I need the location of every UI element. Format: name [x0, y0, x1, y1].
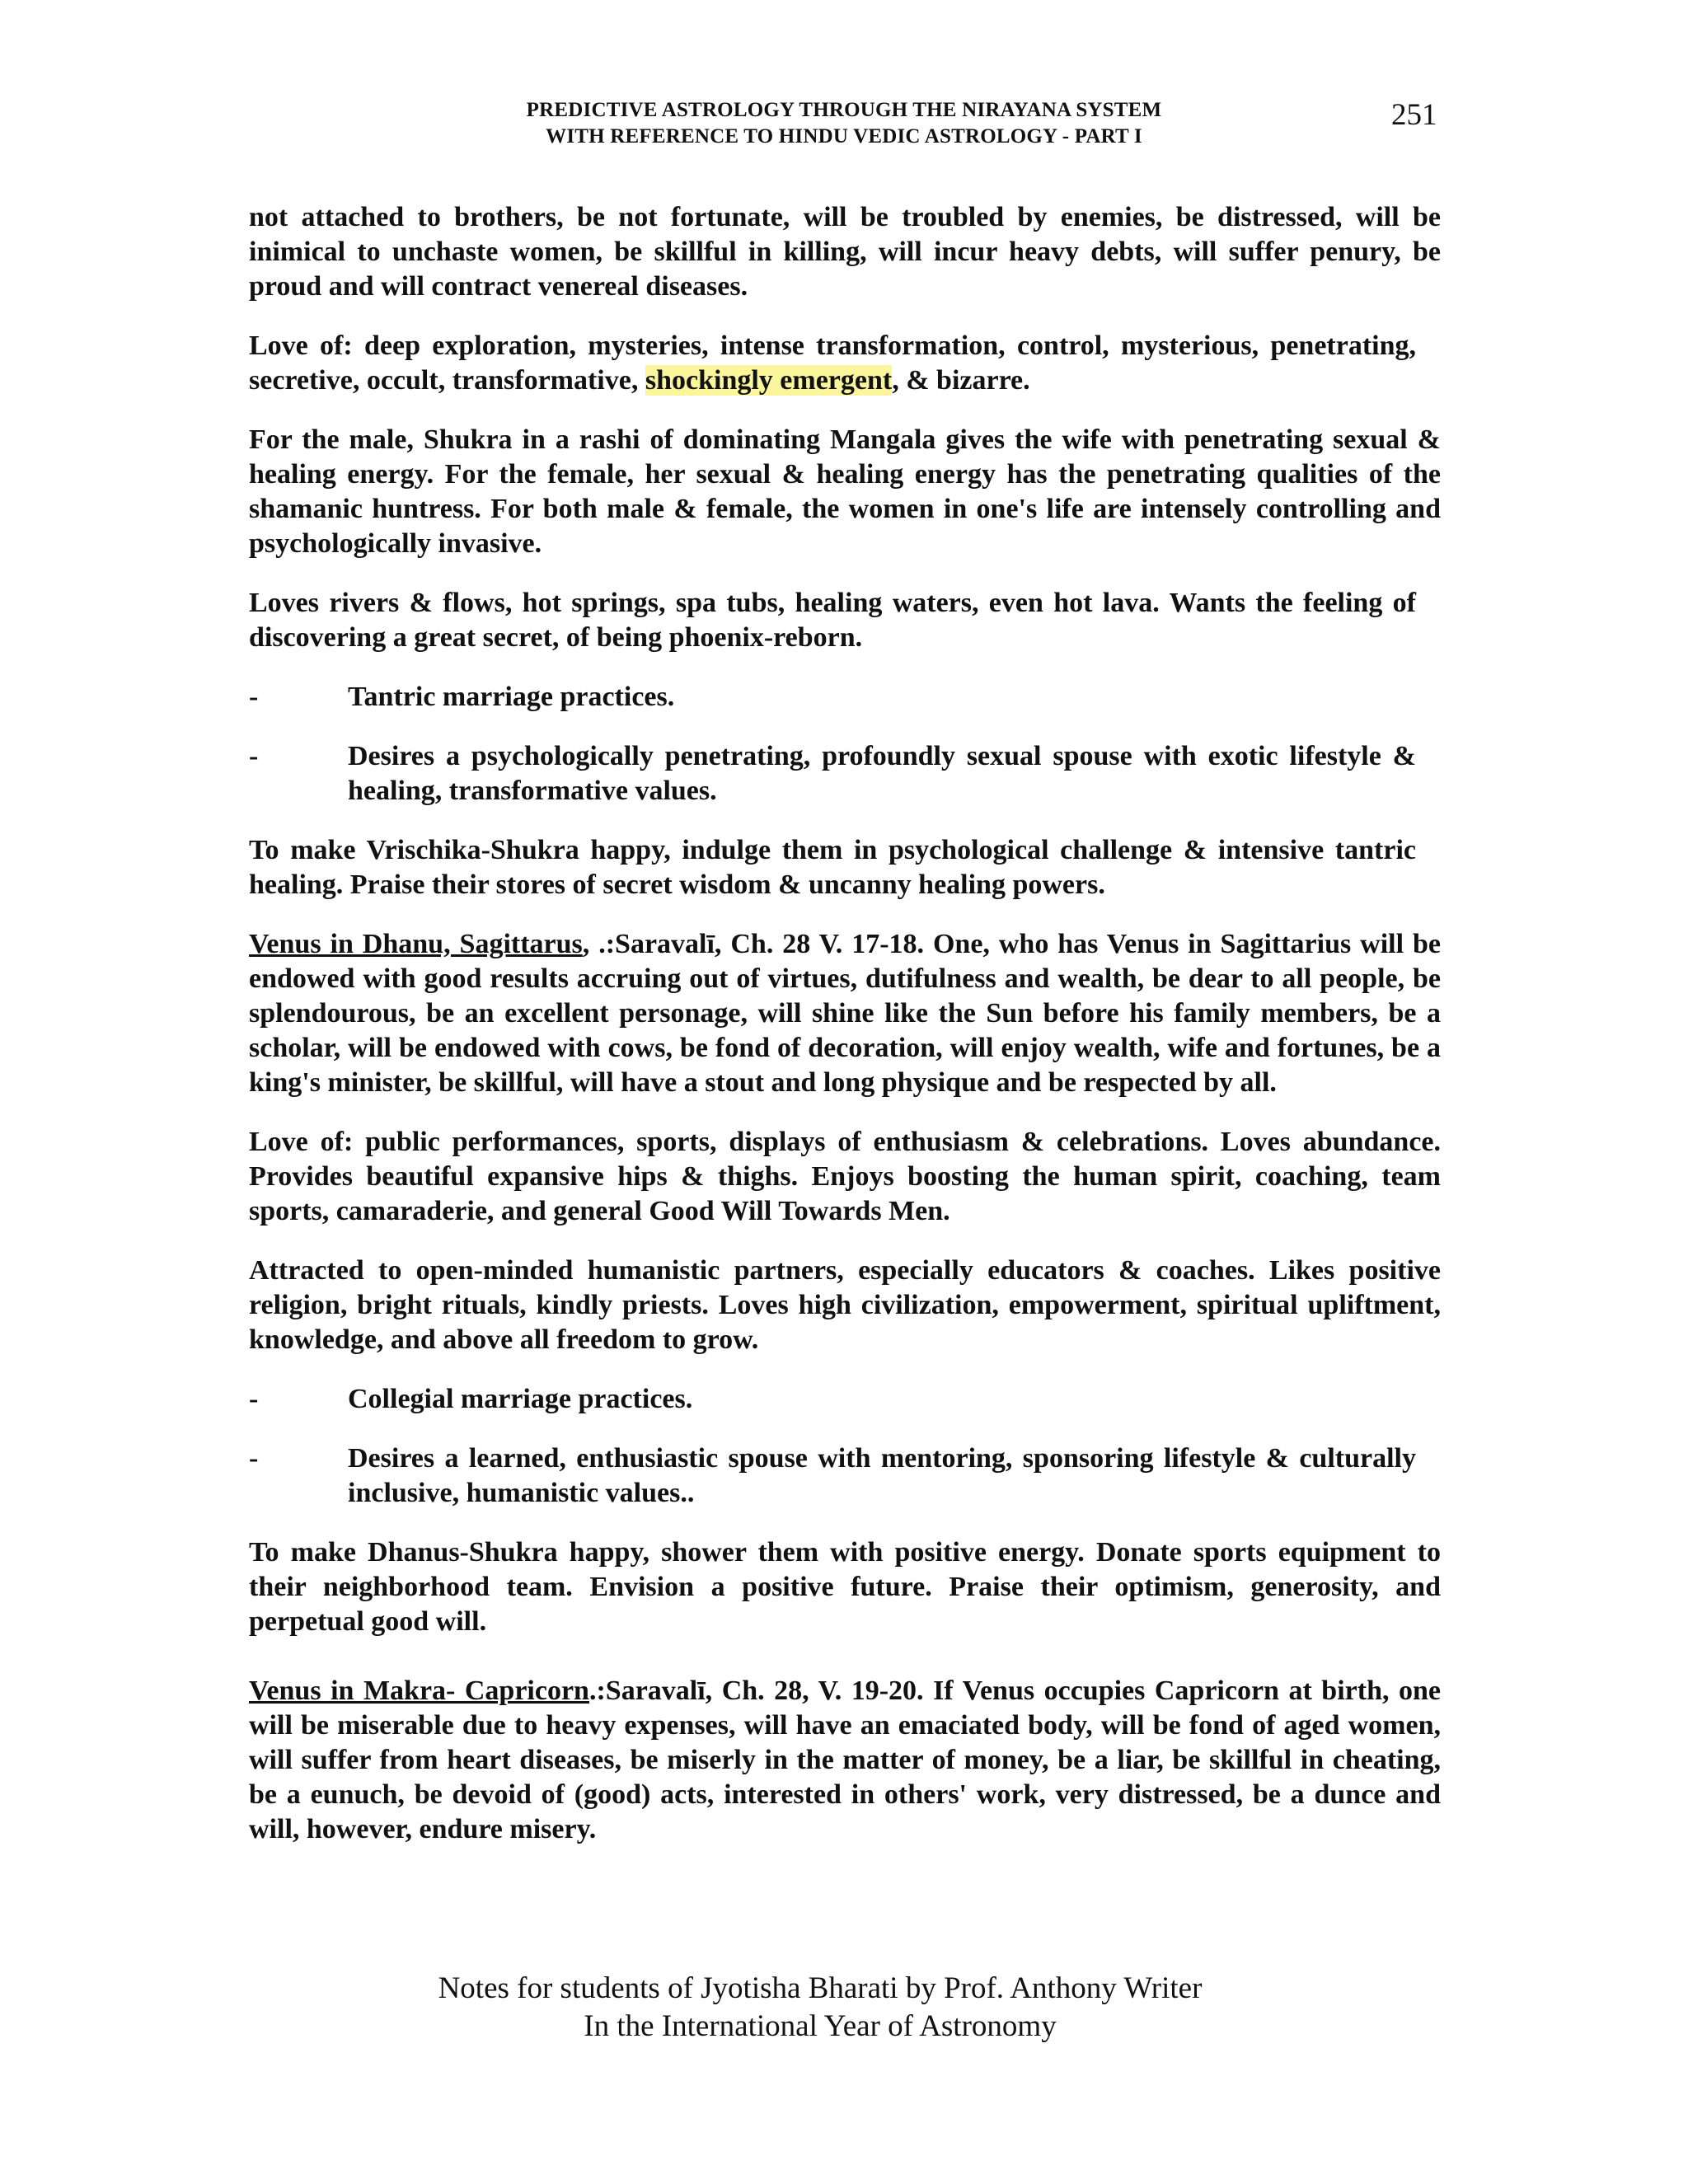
bullet-text: Tantric marriage practices.: [348, 682, 675, 712]
list-item: [249, 680, 1416, 715]
paragraph-scorpio-continuation: not attached to brothers, be not fortunate, will be troubled by enemies, be distressed, will be inimical to unchaste women, be skillful in killing, will incur heavy debts, will suffer penury, be proud and will contract venereal diseases.: [249, 202, 1441, 302]
bullet-text: Desires a psychologically penetrating, profoundly sexual spouse with exotic lifestyle & healing, transformative values.: [348, 741, 1416, 806]
bullet-dash: -: [249, 1384, 259, 1414]
header-title-line-2: WITH REFERENCE TO HINDU VEDIC ASTROLOGY - PART I: [546, 125, 1142, 148]
paragraph-sagittarius-attracted: Attracted to open-minded humanistic partners, especially educators & coaches. Likes positive religion, bright rituals, kindly priests. Loves high civilization, empowerment, spiritual upliftment, knowledge, and above all freedom to grow.: [249, 1255, 1441, 1355]
section-heading: Venus in Makra- Capricorn: [249, 1675, 589, 1706]
section-venus-in-capricorn: [249, 1674, 1441, 1847]
paragraph-scorpio-loves: Loves rivers & flows, hot springs, spa tubs, healing waters, even hot lava. Wants the feeling of discovering a great secret, of being phoenix-reborn.: [249, 588, 1416, 653]
list-item: [249, 1441, 1416, 1511]
bullet-dash: -: [249, 682, 259, 712]
paragraph-scorpio-happy: To make Vrischika-Shukra happy, indulge them in psychological challenge & intensive tantric healing. Praise their stores of secret wisdom & uncanny healing powers.: [249, 835, 1416, 900]
section-text: .:Saravalī, Ch. 28, V. 19-20. If Venus occupies Capricorn at birth, one will be miserable due to heavy expenses, will have an emaciated body, will be fond of aged women, will suffer from heart diseases, be miserly in the matter of money, be a liar, be skillful in cheating, be a eunuch, be devoid of (good) acts, interested in others' work, very distressed, be a dunce and will, however, endure misery.: [249, 1675, 1441, 1844]
bullet-dash: -: [249, 741, 259, 771]
paragraph-scorpio-spouse: For the male, Shukra in a rashi of dominating Mangala gives the wife with penetrating sexual & healing energy. For the female, her sexual & healing energy has the penetrating qualities of the shamanic huntress. For both male & female, the women in one's life are intensely controlling and psychologically invasive.: [249, 424, 1441, 559]
body-text: [249, 200, 1441, 1847]
page-footer: [0, 1970, 1640, 2046]
section-venus-in-sagittarius: [249, 927, 1441, 1100]
bullet-text: Desires a learned, enthusiastic spouse with mentoring, sponsoring lifestyle & culturally inclusive, humanistic values..: [348, 1443, 1416, 1508]
header-title-line-1: PREDICTIVE ASTROLOGY THROUGH THE NIRAYANA SYSTEM: [526, 99, 1162, 121]
paragraph-sagittarius-love-of: Love of: public performances, sports, displays of enthusiasm & celebrations. Loves abundance. Provides beautiful expansive hips & thighs. Enjoys boosting the human spirit, coaching, team sports, camaraderie, and general Good Will Towards Men.: [249, 1127, 1441, 1226]
footer-line-1: Notes for students of Jyotisha Bharati by Prof. Anthony Writer: [438, 1971, 1203, 2005]
bullet-text: Collegial marriage practices.: [348, 1384, 693, 1414]
section-text: , .:Saravalī, Ch. 28 V. 17-18. One, who has Venus in Sagittarius will be endowed with good results accruing out of virtues, dutifulness and wealth, be dear to all people, be splendourous, be an excellent personage, will shine like the Sun before his family members, be a scholar, will be endowed with cows, be fond of decoration, will enjoy wealth, wife and fortunes, be a king's minister, be skillful, will have a stout and long physique and be respected by all.: [249, 929, 1441, 1098]
bullet-dash: -: [249, 1443, 259, 1474]
list-item: [249, 739, 1416, 808]
section-heading: Venus in Dhanu, Sagittarus: [249, 929, 583, 959]
paragraph-text: Love of: deep exploration, mysteries, intense transformation, control, mysterious, penetrating, secretive, occult, transformative,: [249, 330, 1416, 396]
list-item: [249, 1382, 1416, 1417]
footer-line-2: In the International Year of Astronomy: [584, 2009, 1057, 2043]
paragraph-scorpio-love-of: [249, 329, 1416, 398]
paragraph-sagittarius-happy: To make Dhanus-Shukra happy, shower them with positive energy. Donate sports equipment to their neighborhood team. Envision a positive future. Praise their optimism, generosity, and perpetual good will.: [249, 1537, 1441, 1637]
highlighted-phrase: shockingly emergent: [645, 365, 893, 396]
page-number: 251: [1391, 98, 1437, 132]
paragraph-text: , & bizarre.: [892, 365, 1030, 396]
